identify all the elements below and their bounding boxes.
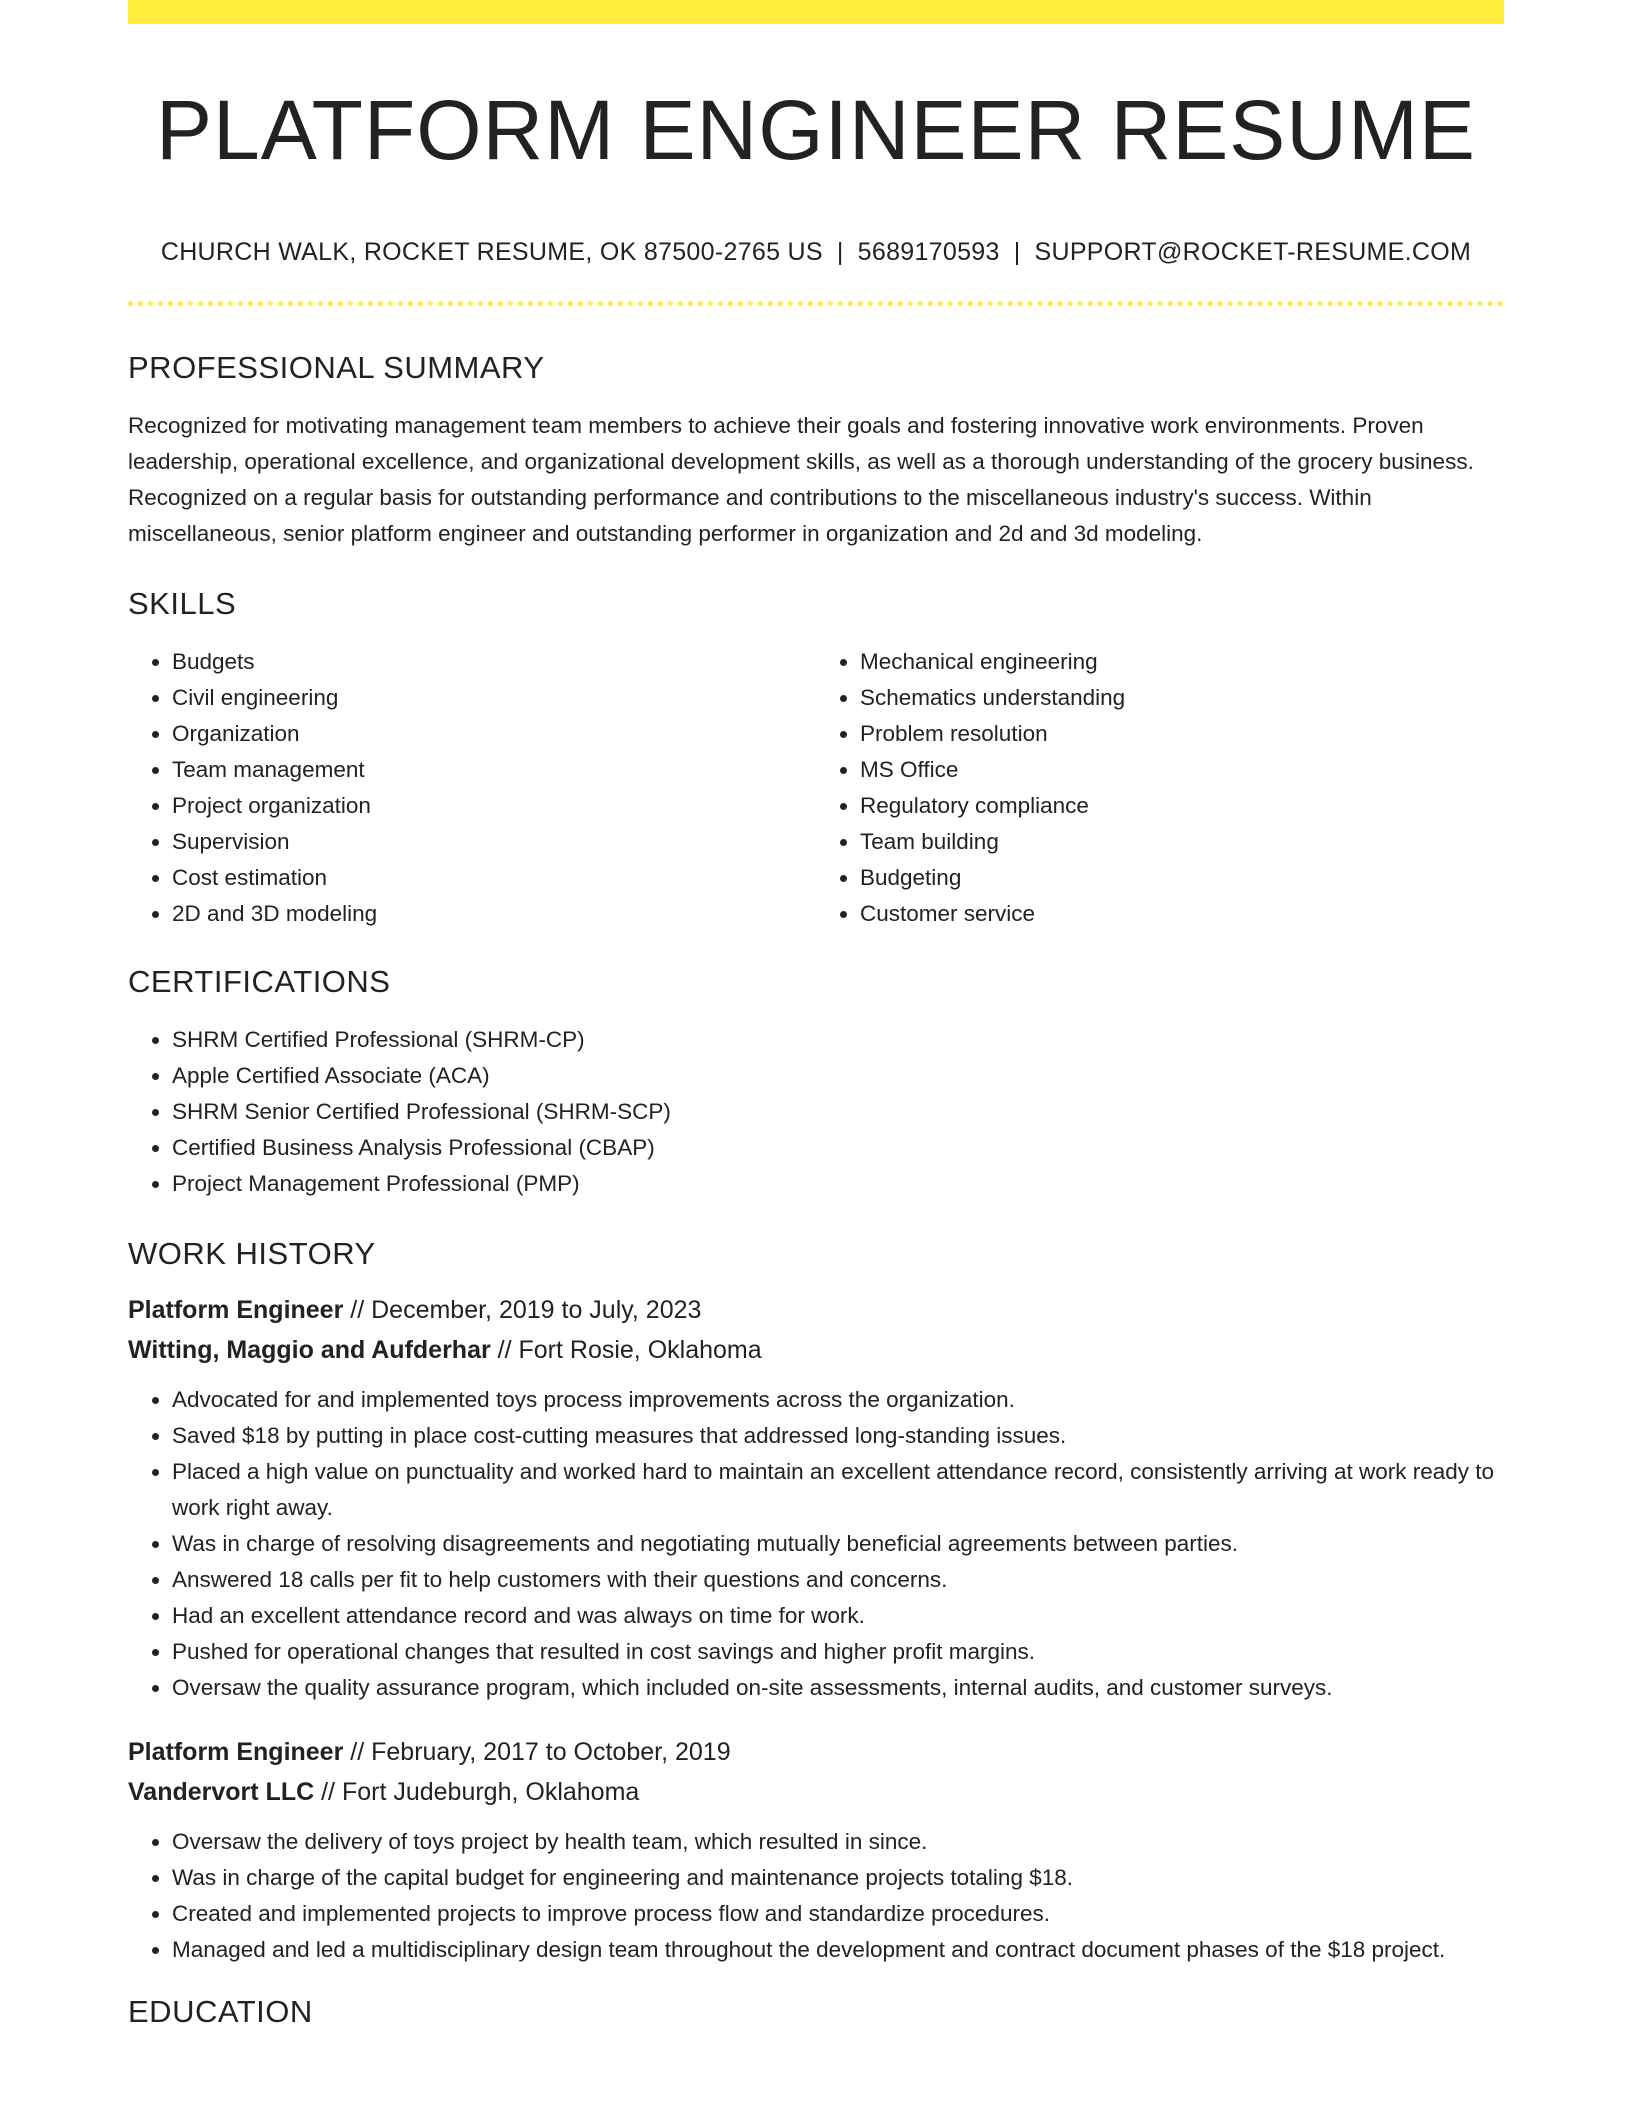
skill-item: • Mechanical engineering bbox=[860, 644, 1504, 680]
job-entry-header bbox=[128, 1732, 1504, 1812]
job-entry-header bbox=[128, 1290, 1504, 1370]
header-divider bbox=[128, 301, 1504, 306]
certification-item: • Apple Certified Associate (ACA) bbox=[172, 1058, 1504, 1094]
skill-item: • Cost estimation bbox=[172, 860, 816, 896]
skill-item: • Schematics understanding bbox=[860, 680, 1504, 716]
job-title-line bbox=[128, 1732, 1504, 1772]
certification-item: • SHRM Senior Certified Professional (SHRM-SCP) bbox=[172, 1094, 1504, 1130]
job-company: Vandervort LLC bbox=[128, 1778, 315, 1807]
skill-item: • Organization bbox=[172, 716, 816, 752]
job-duty-item: • Saved $18 by putting in place cost-cutting measures that addressed long-standing issues. bbox=[172, 1418, 1504, 1454]
skill-item: • Civil engineering bbox=[172, 680, 816, 716]
job-company-line bbox=[128, 1772, 1504, 1812]
skills-columns bbox=[128, 644, 1504, 932]
contact-line bbox=[128, 238, 1504, 267]
job-duty-item: • Had an excellent attendance record and was always on time for work. bbox=[172, 1598, 1504, 1634]
job-duty-item: • Oversaw the delivery of toys project by health team, which resulted in since. bbox=[172, 1824, 1504, 1860]
certifications-heading: CERTIFICATIONS bbox=[128, 964, 391, 1000]
certifications-list bbox=[128, 1022, 1504, 1202]
contact-address: CHURCH WALK, ROCKET RESUME, OK 87500-2765 US bbox=[160, 238, 823, 267]
skill-item: • Budgets bbox=[172, 644, 816, 680]
job-duty-item: • Advocated for and implemented toys process improvements across the organization. bbox=[172, 1382, 1504, 1418]
skill-item: • Regulatory compliance bbox=[860, 788, 1504, 824]
job-duty-item: • Pushed for operational changes that resulted in cost savings and higher profit margins. bbox=[172, 1634, 1504, 1670]
certification-item: • Project Management Professional (PMP) bbox=[172, 1166, 1504, 1202]
resume-page bbox=[128, 0, 1504, 2030]
skill-item: • Budgeting bbox=[860, 860, 1504, 896]
job-duty-item: • Was in charge of the capital budget for engineering and maintenance projects totaling $18. bbox=[172, 1860, 1504, 1896]
job-duty-item: • Oversaw the quality assurance program, which included on-site assessments, internal audits, and customer surveys. bbox=[172, 1670, 1504, 1706]
skills-list-right bbox=[816, 644, 1504, 932]
contact-separator: | bbox=[1013, 238, 1021, 267]
work-history-heading: WORK HISTORY bbox=[128, 1236, 376, 1272]
skill-item: • Project organization bbox=[172, 788, 816, 824]
job-duty-item: • Created and implemented projects to improve process flow and standardize procedures. bbox=[172, 1896, 1504, 1932]
job-title: Platform Engineer bbox=[128, 1296, 344, 1325]
job-duty-item: • Answered 18 calls per fit to help customers with their questions and concerns. bbox=[172, 1562, 1504, 1598]
education-heading: EDUCATION bbox=[128, 1994, 313, 2030]
skills-heading: SKILLS bbox=[128, 586, 237, 622]
contact-separator: | bbox=[836, 238, 844, 267]
skill-item: • Customer service bbox=[860, 896, 1504, 932]
contact-phone: 5689170593 bbox=[857, 238, 1000, 267]
page-title: PLATFORM ENGINEER RESUME bbox=[156, 83, 1476, 177]
certification-item: • Certified Business Analysis Professional (CBAP) bbox=[172, 1130, 1504, 1166]
skill-item: • 2D and 3D modeling bbox=[172, 896, 816, 932]
job-duty-item: • Managed and led a multidisciplinary design team throughout the development and contract document phases of the $18 project. bbox=[172, 1932, 1504, 1968]
job-title: Platform Engineer bbox=[128, 1738, 344, 1767]
job-location: // Fort Judeburgh, Oklahoma bbox=[314, 1778, 640, 1807]
job-duties-list bbox=[128, 1382, 1504, 1706]
top-accent-bar bbox=[128, 0, 1504, 24]
certification-item: • SHRM Certified Professional (SHRM-CP) bbox=[172, 1022, 1504, 1058]
skill-item: • MS Office bbox=[860, 752, 1504, 788]
contact-email: SUPPORT@ROCKET-RESUME.COM bbox=[1034, 238, 1472, 267]
job-location: // Fort Rosie, Oklahoma bbox=[490, 1336, 762, 1365]
skill-item: • Team management bbox=[172, 752, 816, 788]
skill-item: • Team building bbox=[860, 824, 1504, 860]
job-company-line bbox=[128, 1330, 1504, 1370]
summary-text: Recognized for motivating management team members to achieve their goals and fostering innovative work environments. Proven leadership, operational excellence, and organizational development skills, as well as a thorough understanding of the grocery business. Recognized on a regular basis for outstanding performance and contributions to the miscellaneous industry's success. Within miscellaneous, senior platform engineer and outstanding performer in organization and 2d and 3d modeling. bbox=[128, 413, 1474, 547]
job-duty-item: • Placed a high value on punctuality and worked hard to maintain an excellent attendance record, consistently arriving at work ready to work right away. bbox=[172, 1454, 1504, 1526]
job-duties-list bbox=[128, 1824, 1504, 1968]
job-company: Witting, Maggio and Aufderhar bbox=[128, 1336, 491, 1365]
job-duty-item: • Was in charge of resolving disagreements and negotiating mutually beneficial agreements between parties. bbox=[172, 1526, 1504, 1562]
skill-item: • Supervision bbox=[172, 824, 816, 860]
skill-item: • Problem resolution bbox=[860, 716, 1504, 752]
summary-heading: PROFESSIONAL SUMMARY bbox=[128, 350, 545, 386]
job-title-line bbox=[128, 1290, 1504, 1330]
skills-list-left bbox=[128, 644, 816, 932]
job-dates: // February, 2017 to October, 2019 bbox=[343, 1738, 731, 1767]
job-dates: // December, 2019 to July, 2023 bbox=[343, 1296, 702, 1325]
